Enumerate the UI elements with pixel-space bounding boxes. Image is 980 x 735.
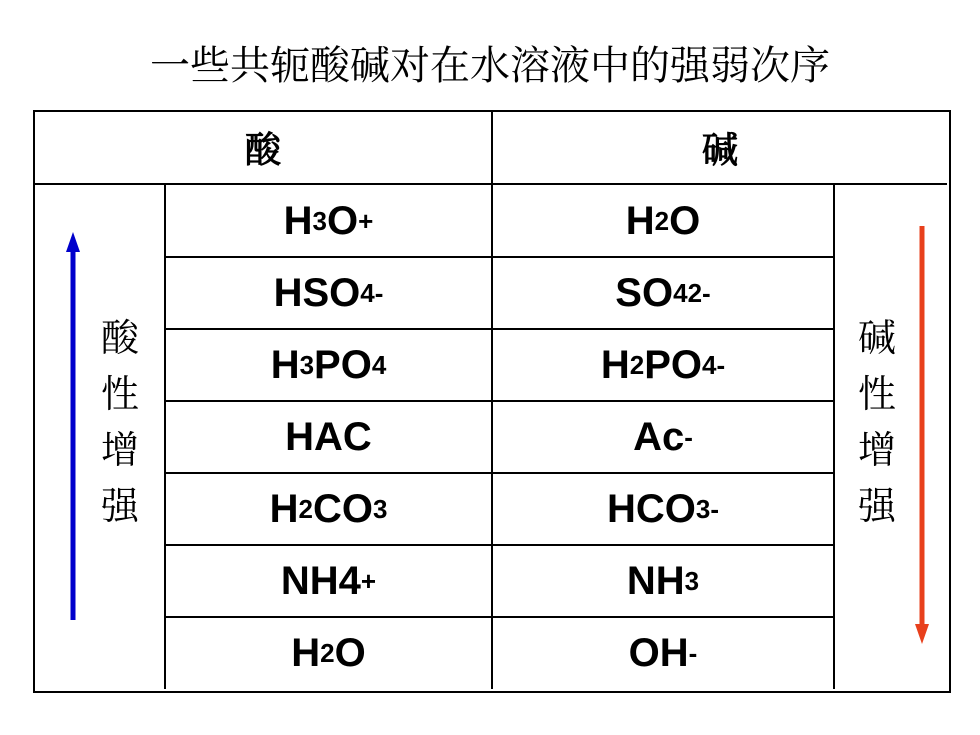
base-cell: NH 3 (626, 558, 700, 603)
acid-cell: HSO 4 - (273, 270, 384, 315)
base-strength-label: 碱性增强 (857, 316, 896, 528)
acid-header: 酸 (244, 130, 281, 171)
acid-cell: NH4 + (280, 558, 377, 603)
base-cell: Ac - (633, 414, 693, 459)
acid-strength-arrow-icon (63, 232, 83, 622)
base-cell: HCO 3 - (606, 486, 720, 531)
base-cell: SO 4 2- (615, 270, 711, 315)
page-title: 一些共轭酸碱对在水溶液中的强弱次序 (150, 43, 830, 89)
base-cell: H 2 PO 4 - (600, 342, 726, 387)
acid-cell: H 2 O (291, 630, 366, 675)
acid-cell: HAC (285, 414, 372, 459)
acid-cell: H 3 O + (283, 198, 374, 243)
base-cell: H 2 O (625, 198, 701, 243)
base-strength-arrow-icon (912, 226, 932, 646)
right-column-divider (833, 185, 835, 689)
acid-cell: H 3 PO 4 (270, 342, 387, 387)
base-header: 碱 (701, 130, 738, 171)
acid-cell: H 2 CO 3 (269, 486, 388, 531)
base-cell: OH - (628, 630, 698, 675)
acid-strength-label: 酸性增强 (100, 316, 139, 528)
